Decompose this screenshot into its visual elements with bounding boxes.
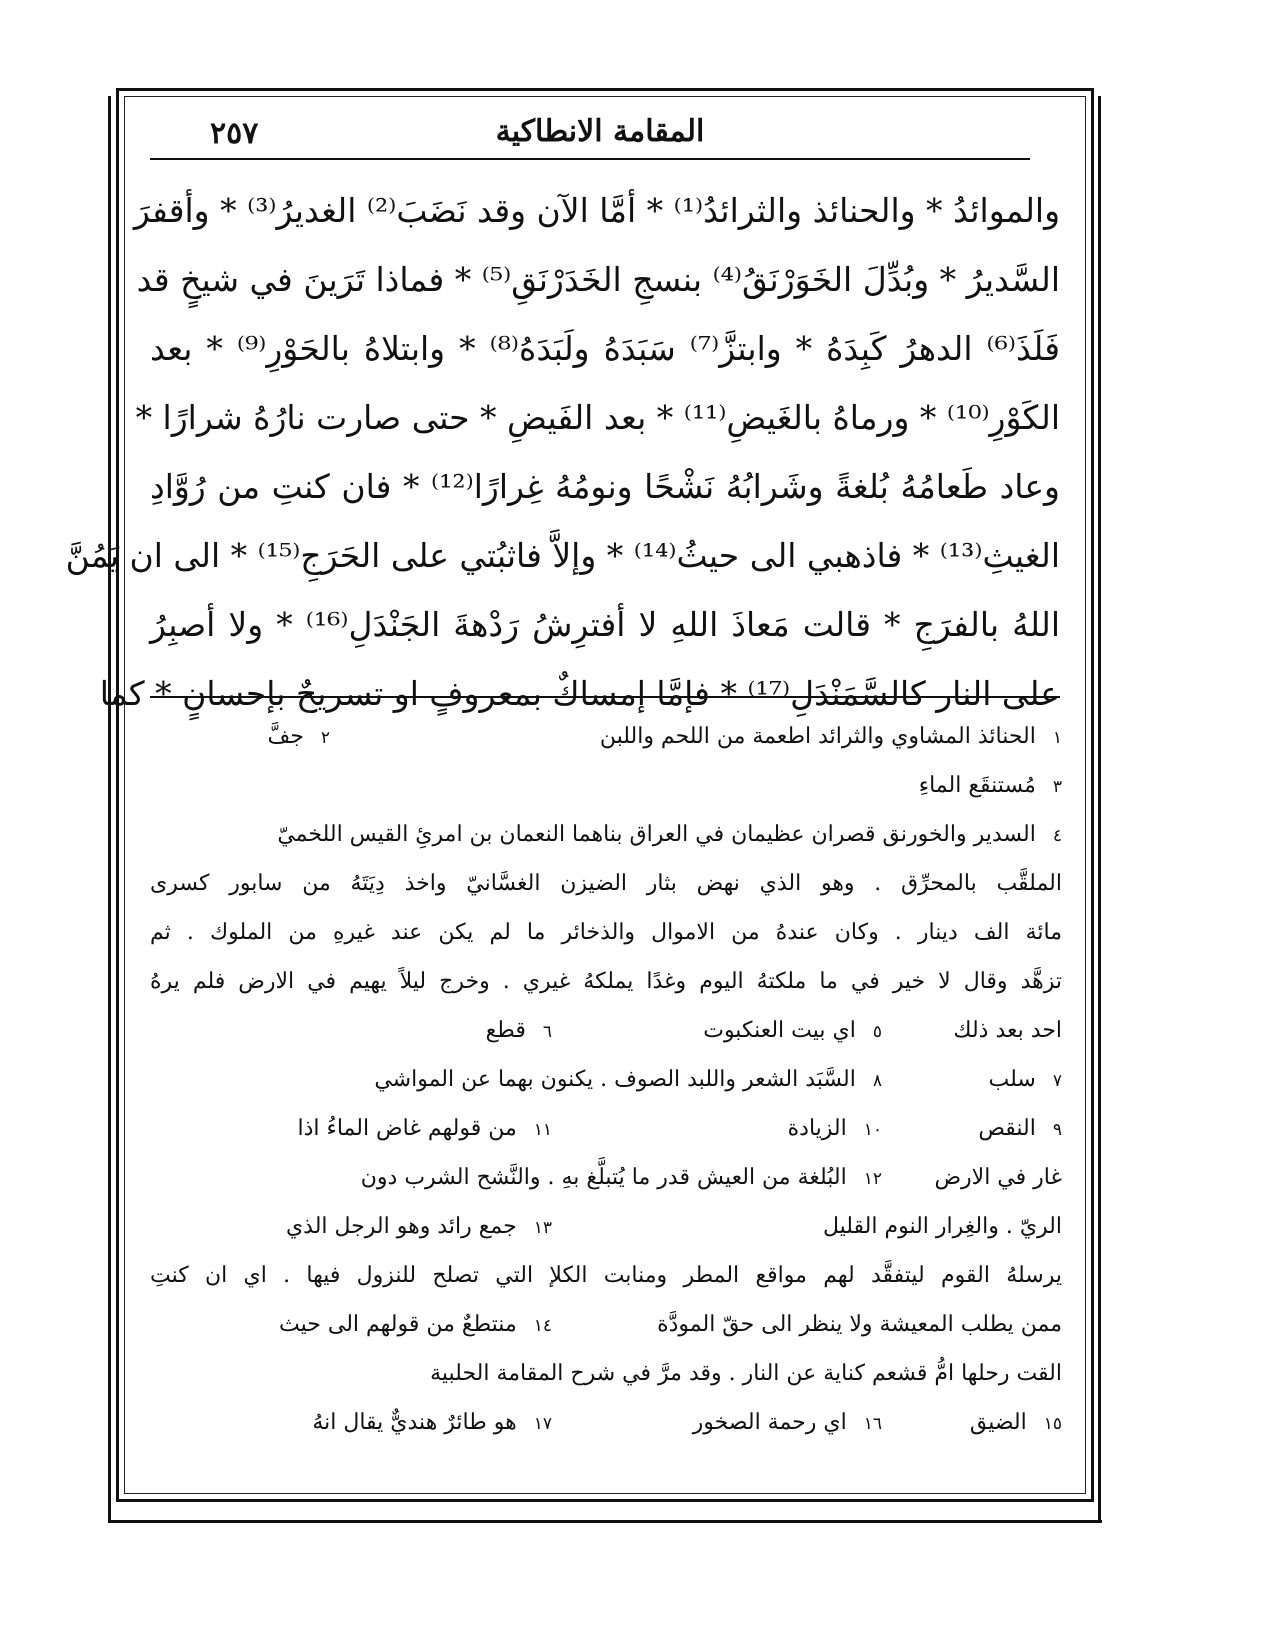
footnote-number: ١٦: [863, 1414, 882, 1434]
footnote-text: قطع: [485, 1018, 526, 1043]
footnote-text: جمع رائد وهو الرجل الذي: [285, 1214, 517, 1239]
footnote-line: [150, 1398, 1062, 1447]
footnote-6: [150, 1006, 552, 1057]
footnote-number: ٤: [1052, 826, 1062, 846]
footnote-line: [150, 1153, 1062, 1202]
footnote-number: ٨: [872, 1071, 882, 1091]
footnote-text: الزيادة: [787, 1116, 847, 1141]
footnote-text: النقص: [978, 1116, 1036, 1141]
footnote-continuation: القت رحلها امُّ قشعم كناية عن النار . وقد مرَّ في شرح المقامة الحلبية: [430, 1361, 1062, 1386]
footnote-line: [150, 1006, 1062, 1055]
footnote-7: [882, 1055, 1062, 1106]
footnotes-block: [150, 712, 1062, 1447]
page-border-right: [1098, 96, 1101, 1522]
page-number: ٢٥٧: [210, 116, 259, 151]
footnote-17: [150, 1398, 552, 1449]
page-border-bottom: [108, 1520, 1102, 1523]
footnote-continuation: احد بعد ذلك: [953, 1018, 1062, 1043]
footnote-15: [882, 1398, 1062, 1449]
footnote-number: ١٣: [533, 1218, 552, 1238]
main-text-line: اللهُ بالفرَجِ * قالت مَعاذَ اللهِ لا أفترِشُ رَدْهةَ الجَنْدَلِ⁽¹⁶⁾ * ولا أصبِرُ: [150, 605, 1061, 644]
footnote-text: جفَّ: [267, 724, 304, 749]
footnote-text: سلب: [988, 1067, 1036, 1092]
header-divider: [150, 158, 1030, 160]
footnote-number: ١٢: [863, 1169, 882, 1189]
footnote-line: [150, 1300, 1062, 1349]
footnote-1: [330, 712, 1062, 763]
footnote-continuation: مائة الف دينار . وكان عندهُ من الاموال والذخائر ما لم يكن عند غيرهِ من الملوك . ثم: [150, 920, 1062, 945]
footnote-line: [150, 1055, 1062, 1104]
main-text-line: السَّديرُ * وبُدِّلَ الخَوَرْنَقُ⁽⁴⁾ بنسجِ الخَدَرْنَقِ⁽⁵⁾ * فماذا تَرَينَ في شيخٍ قد: [136, 260, 1060, 299]
footnote-2: [150, 712, 330, 763]
footnote-number: ٧: [1052, 1071, 1062, 1091]
footnote-continuation: ممن يطلب المعيشة ولا ينظر الى حقّ المودَّة: [657, 1312, 1062, 1337]
footnote-number: ١٥: [1043, 1414, 1062, 1434]
footnote-text: السَّبَد الشعر واللبد الصوف . يكنون بهما عن المواشي: [374, 1067, 856, 1092]
footnote-number: ١٠: [863, 1120, 882, 1140]
footnote-line: [150, 1202, 1062, 1251]
page-title: المقامة الانطاكية: [495, 114, 705, 149]
main-text-line: الكَوْرِ⁽¹⁰⁾ * ورماهُ بالغَيضِ⁽¹¹⁾ * بعد الفَيضِ * حتى صارت نارُهُ شرارًا *: [135, 398, 1060, 437]
footnote-number: ١٧: [533, 1414, 552, 1434]
footnote-text: اي بيت العنكبوت: [703, 1018, 856, 1043]
main-text-line: وعاد طَعامُهُ بُلغةً وشَرابُهُ نَشْحًا ونومُهُ غِرارًا⁽¹²⁾ * فان كنتِ من رُوَّادِ: [150, 467, 1060, 506]
footnote-4: [150, 810, 1062, 859]
footnote-9: [882, 1104, 1062, 1155]
footnote-continuation: الملقَّب بالمحرِّق . وهو الذي نهض بثار الضيزن الغسَّانيّ واخذ دِيَتَهُ من سابور كسرى: [150, 871, 1062, 896]
footnote-text: البُلغة من العيش قدر ما يُتبلَّغ بهِ . والنَّشح الشرب دون: [360, 1165, 847, 1190]
footnote-11: [150, 1104, 552, 1155]
footnotes-divider: [150, 696, 1060, 698]
footnote-14: [150, 1300, 552, 1351]
footnote-number: ٩: [1052, 1120, 1062, 1140]
footnote-number: ٣: [1052, 777, 1062, 797]
footnote-3: [150, 761, 1062, 810]
footnote-continuation: يرسلهُ القوم ليتفقَّد لهم مواقع المطر ومنابت الكلإ التي تصلح للنزول فيها . اي ان كنتِ: [150, 1263, 1062, 1288]
main-text-line: الغيثِ⁽¹³⁾ * فاذهبي الى حيثُ⁽¹⁴⁾ * وإلاَّ فاثبُتي على الحَرَجِ⁽¹⁵⁾ * الى ان يَمُنَّ: [65, 536, 1060, 575]
footnote-number: ٢: [320, 728, 330, 748]
footnote-number: ٥: [872, 1022, 882, 1042]
footnote-text: مُستنقَع الماءِ: [918, 773, 1036, 798]
main-text-line: فَلَذَ⁽⁶⁾ الدهرُ كَبِدَهُ * وابتزَّ⁽⁷⁾ سَبَدَهُ ولَبَدَهُ⁽⁸⁾ * وابتلاهُ بالحَوْرِ⁽⁹⁾ * بعد: [150, 329, 1060, 368]
main-text-line: على النار كالسَّمَنْدَلِ⁽¹⁷⁾ * فإمَّا إمساكٌ بمعروفٍ او تسريحٌ بإحسانٍ * كما: [99, 674, 1060, 713]
footnote-text: الحنائذ المشاوي والثرائد اطعمة من اللحم واللبن: [599, 724, 1036, 749]
page-border-left: [108, 96, 111, 1522]
footnote-16: [552, 1398, 882, 1449]
footnote-line: [150, 1104, 1062, 1153]
footnote-13: [150, 1202, 552, 1253]
footnote-continuation: غار في الارض: [934, 1165, 1062, 1190]
footnote-number: ٦: [542, 1022, 552, 1042]
footnote-number: ١١: [533, 1120, 552, 1140]
footnote-number: ١٤: [533, 1316, 552, 1336]
main-text-line: والموائدُ * والحنائذ والثرائدُ⁽¹⁾ * أمَّا الآن وقد نَضَبَ⁽²⁾ الغديرُ⁽³⁾ * وأقفرَ: [133, 191, 1060, 230]
footnote-text: اي رحمة الصخور: [692, 1410, 847, 1435]
footnote-text: هو طائرٌ هنديٌّ يقال انهُ: [312, 1410, 517, 1435]
footnote-12: [150, 1153, 882, 1204]
footnote-10: [552, 1104, 882, 1155]
footnote-line: [150, 712, 1062, 761]
footnote-8: [150, 1055, 882, 1106]
footnote-5: [552, 1006, 882, 1057]
main-text-block: [65, 176, 1061, 728]
footnote-continuation: الريّ . والغِرار النوم القليل: [822, 1214, 1062, 1239]
footnote-number: ١: [1052, 728, 1062, 748]
footnote-continuation: تزهَّد وقال لا خير في ما ملكتهُ اليوم وغدًا يملكهُ غيري . وخرج ليلاً يهيم في الارض فلم يرهُ: [150, 969, 1062, 994]
footnote-text: السدير والخورنق قصران عظيمان في العراق بناهما النعمان بن امرئِ القيس اللخميّ: [277, 822, 1036, 847]
footnote-text: الضيق: [969, 1410, 1027, 1435]
footnote-text: منتطعٌ من قولهم الى حيث: [279, 1312, 517, 1337]
footnote-text: من قولهم غاض الماءُ اذا: [297, 1116, 517, 1141]
